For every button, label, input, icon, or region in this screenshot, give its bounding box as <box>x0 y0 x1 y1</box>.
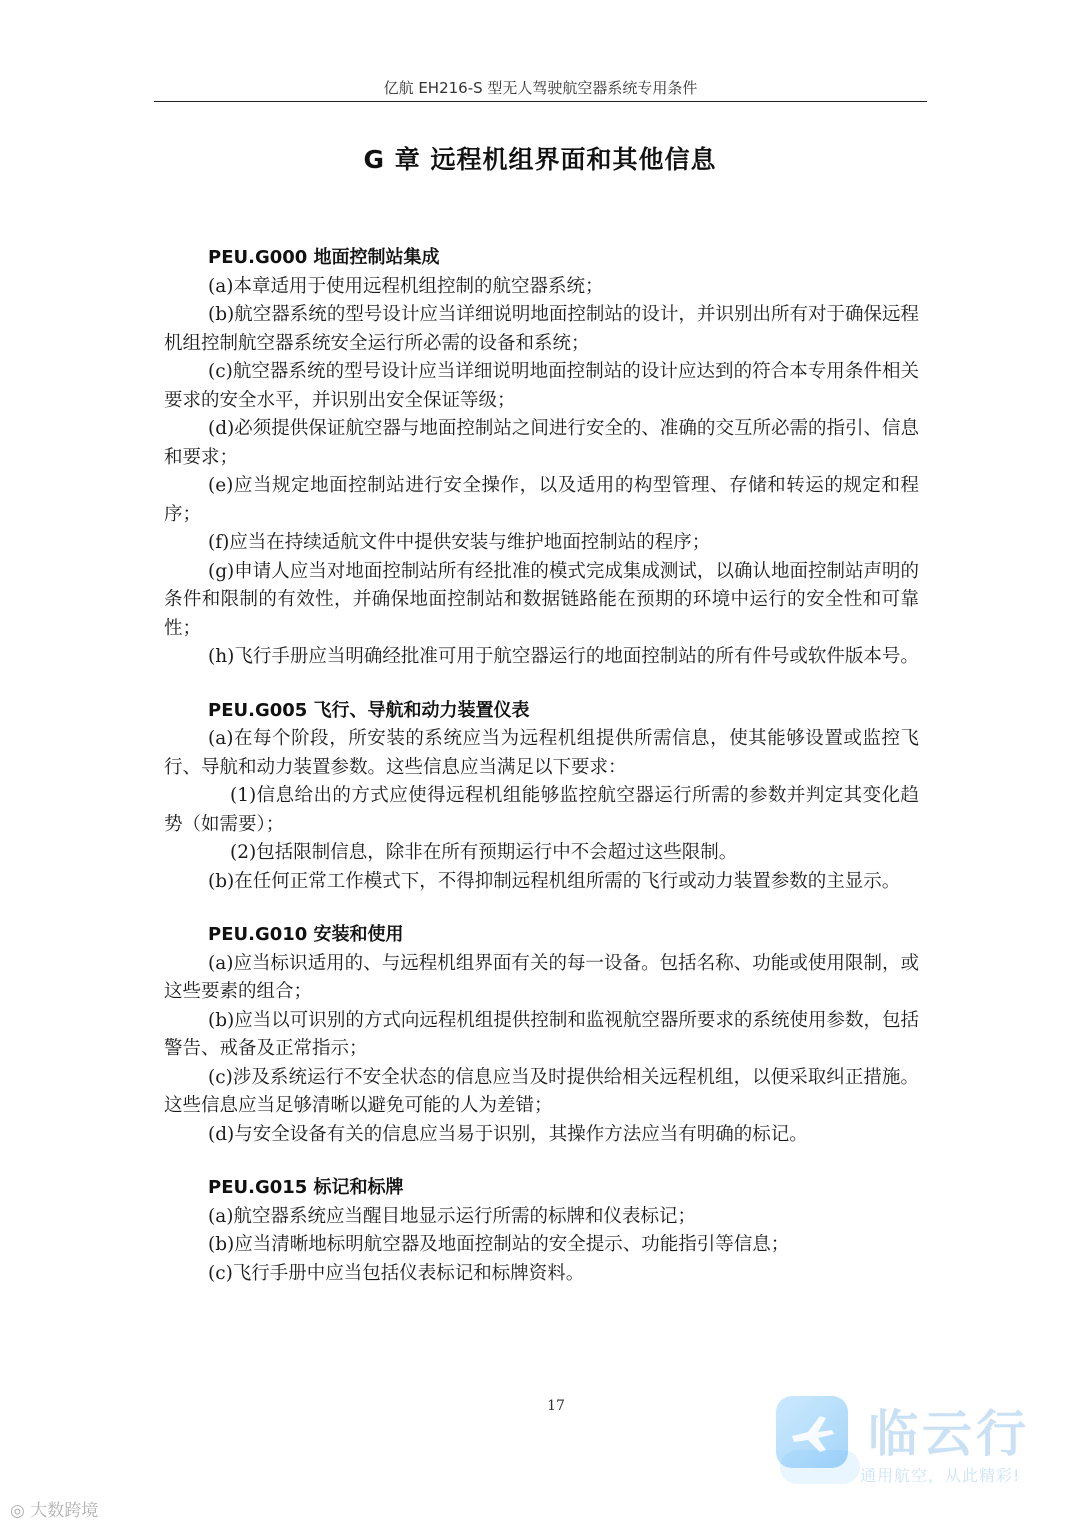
section-heading: PEU.G000 地面控制站集成 <box>208 247 440 268</box>
paragraph: (c)涉及系统运行不安全状态的信息应当及时提供给相关远程机组，以便采取纠正措施。这些信息应当足够清晰以避免可能的人为差错； <box>164 1066 919 1116</box>
paragraph: (c)飞行手册中应当包括仪表标记和标牌资料。 <box>208 1262 585 1284</box>
watermark-slogan: 通用航空，从此精彩! <box>860 1466 1021 1485</box>
section-g005 <box>164 697 919 897</box>
airplane-icon <box>776 1396 848 1468</box>
paragraph: (h)飞行手册应当明确经批准可用于航空器运行的地面控制站的所有件号或软件版本号。 <box>208 646 919 667</box>
sub-paragraph: (2)包括限制信息，除非在所有预期运行中不会超过这些限制。 <box>230 842 738 863</box>
paragraph: (b)航空器系统的型号设计应当详细说明地面控制站的设计，并识别出所有对于确保远程机组控制航空器系统安全运行所必需的设备和系统； <box>164 304 919 354</box>
section-heading: PEU.G005 飞行、导航和动力装置仪表 <box>208 699 530 721</box>
chapter-title: G 章 远程机组界面和其他信息 <box>363 145 717 174</box>
paragraph: (b)应当清晰地标明航空器及地面控制站的安全提示、功能指引等信息； <box>208 1234 790 1255</box>
paragraph: (c)航空器系统的型号设计应当详细说明地面控制站的设计应达到的符合本专用条件相关要求的安全水平，并识别出安全保证等级； <box>164 361 919 411</box>
header-rule <box>154 101 927 102</box>
paragraph: (e)应当规定地面控制站进行安全操作，以及适用的构型管理、存储和转运的规定和程序； <box>164 475 919 525</box>
paragraph: (a)在每个阶段，所安装的系统应当为远程机组提供所需信息，使其能够设置或监控飞行、导航和动力装置参数。这些信息应当满足以下要求： <box>164 728 919 778</box>
watermark-brand: 临云行 <box>868 1405 1030 1463</box>
section-g000 <box>164 244 919 672</box>
paragraph: (b)在任何正常工作模式下，不得抑制远程机组所需的飞行或动力装置参数的主显示。 <box>208 870 901 892</box>
paragraph: (b)应当以可识别的方式向远程机组提供控制和监视航空器所要求的系统使用参数，包括警告、戒备及正常指示； <box>164 1009 919 1059</box>
paragraph: (a)应当标识适用的、与远程机组界面有关的每一设备。包括名称、功能或使用限制，或这些要素的组合； <box>164 952 919 1002</box>
page-number: 17 <box>547 1398 565 1414</box>
running-header: 亿航 EH216-S 型无人驾驶航空器系统专用条件 <box>383 79 698 97</box>
section-g015 <box>164 1174 919 1288</box>
paragraph: (d)与安全设备有关的信息应当易于识别，其操作方法应当有明确的标记。 <box>208 1123 808 1145</box>
sub-paragraph: (1)信息给出的方式应使得远程机组能够监控航空器运行所需的参数并判定其变化趋势（如需要）； <box>164 785 919 835</box>
paragraph: (a)航空器系统应当醒目地显示运行所需的标牌和仪表标记； <box>208 1205 696 1227</box>
document-body <box>164 244 919 1288</box>
watermark-source <box>10 1496 98 1521</box>
watermark-source-text: 大数跨境 <box>30 1501 99 1521</box>
section-heading: PEU.G015 标记和标牌 <box>208 1177 404 1198</box>
paragraph: (d)必须提供保证航空器与地面控制站之间进行安全的、准确的交互所必需的指引、信息和要求； <box>164 418 919 468</box>
weibo-icon: ◎ <box>10 1501 25 1521</box>
paragraph: (f)应当在持续适航文件中提供安装与维护地面控制站的程序； <box>208 532 711 553</box>
paragraph: (a)本章适用于使用远程机组控制的航空器系统； <box>208 275 604 297</box>
paragraph: (g)申请人应当对地面控制站所有经批准的模式完成集成测试，以确认地面控制站声明的条件和限制的有效性，并确保地面控制站和数据链路能在预期的环境中运行的安全性和可靠性； <box>164 560 919 639</box>
section-g010 <box>164 921 919 1149</box>
section-heading: PEU.G010 安装和使用 <box>208 924 404 945</box>
